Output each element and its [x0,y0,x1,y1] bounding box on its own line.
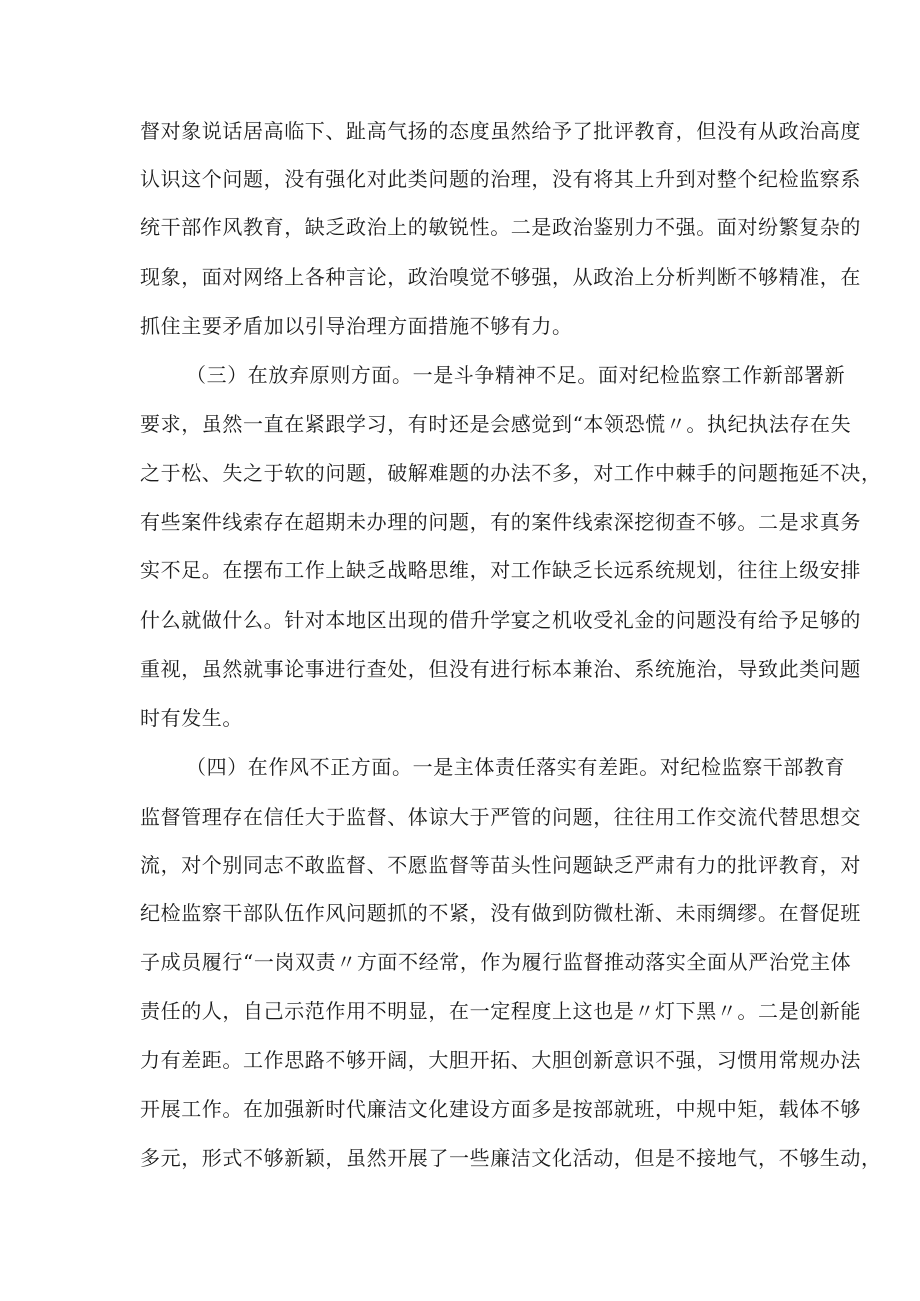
text-line: 认识这个问题，没有强化对此类问题的治理，没有将其上升到对整个纪检监察系 [140,167,861,191]
text-line: 要求，虽然一直在紧跟学习，有时还是会感觉到“本领恐慌〃。执纪执法存在失 [140,412,852,436]
text-line: 监督管理存在信任大于监督、体谅大于严管的问题，往往用工作交流代替思想交 [140,805,861,829]
text-line: 现象，面对网络上各种言论，政治嗅觉不够强，从政治上分析判断不够精准，在 [140,265,861,289]
text-line: 什么就做什么。针对本地区出现的借升学宴之机收受礼金的问题没有给予足够的 [140,608,861,632]
text-line: 督对象说话居高临下、趾高气扬的态度虽然给予了批评教育，但没有从政治高度 [140,119,861,143]
text-line: 之于松、失之于软的问题，破解难题的办法不多，对工作中棘手的问题拖延不决， [140,461,882,485]
text-line: 抓住主要矛盾加以引导治理方面措施不够有力。 [140,314,573,338]
text-line: 子成员履行“一岗双责〃方面不经常，作为履行监督推动落实全面从严治党主体 [140,950,852,974]
text-line: 重视，虽然就事论事进行查处，但没有进行标本兼治、系统施治，导致此类问题 [140,657,861,681]
paragraph-heading-3: （三）在放弃原则方面。一是斗争精神不足。面对纪检监察工作新部署新 [186,363,846,387]
text-line: 责任的人，自己示范作用不明显，在一定程度上这也是〃灯下黑〃。二是创新能 [140,999,861,1023]
text-line: 实不足。在摆布工作上缺乏战略思维，对工作缺乏长远系统规划，往往上级安排 [140,558,861,582]
text-line: 有些案件线索存在超期未办理的问题，有的案件线索深挖彻查不够。二是求真务 [140,510,861,534]
text-line: 时有发生。 [140,706,243,730]
text-line: 力有差距。工作思路不够开阔，大胆开拓、大胆创新意识不强，习惯用常规办法 [140,1048,861,1072]
text-line: 多元，形式不够新颖，虽然开展了一些廉洁文化活动，但是不接地气，不够生动， [140,1146,882,1170]
paragraph-heading-4: （四）在作风不正方面。一是主体责任落实有差距。对纪检监察干部教育 [186,755,846,779]
text-line: 开展工作。在加强新时代廉洁文化建设方面多是按部就班，中规中矩，载体不够 [140,1097,861,1121]
text-line: 流，对个别同志不敢监督、不愿监督等苗头性问题缺乏严肃有力的批评教育，对 [140,853,861,877]
text-line: 纪检监察干部队伍作风问题抓的不紧，没有做到防微杜渐、未雨绸缪。在督促班 [140,901,861,925]
text-line: 统干部作风教育，缺乏政治上的敏锐性。二是政治鉴别力不强。面对纷繁复杂的 [140,215,861,239]
